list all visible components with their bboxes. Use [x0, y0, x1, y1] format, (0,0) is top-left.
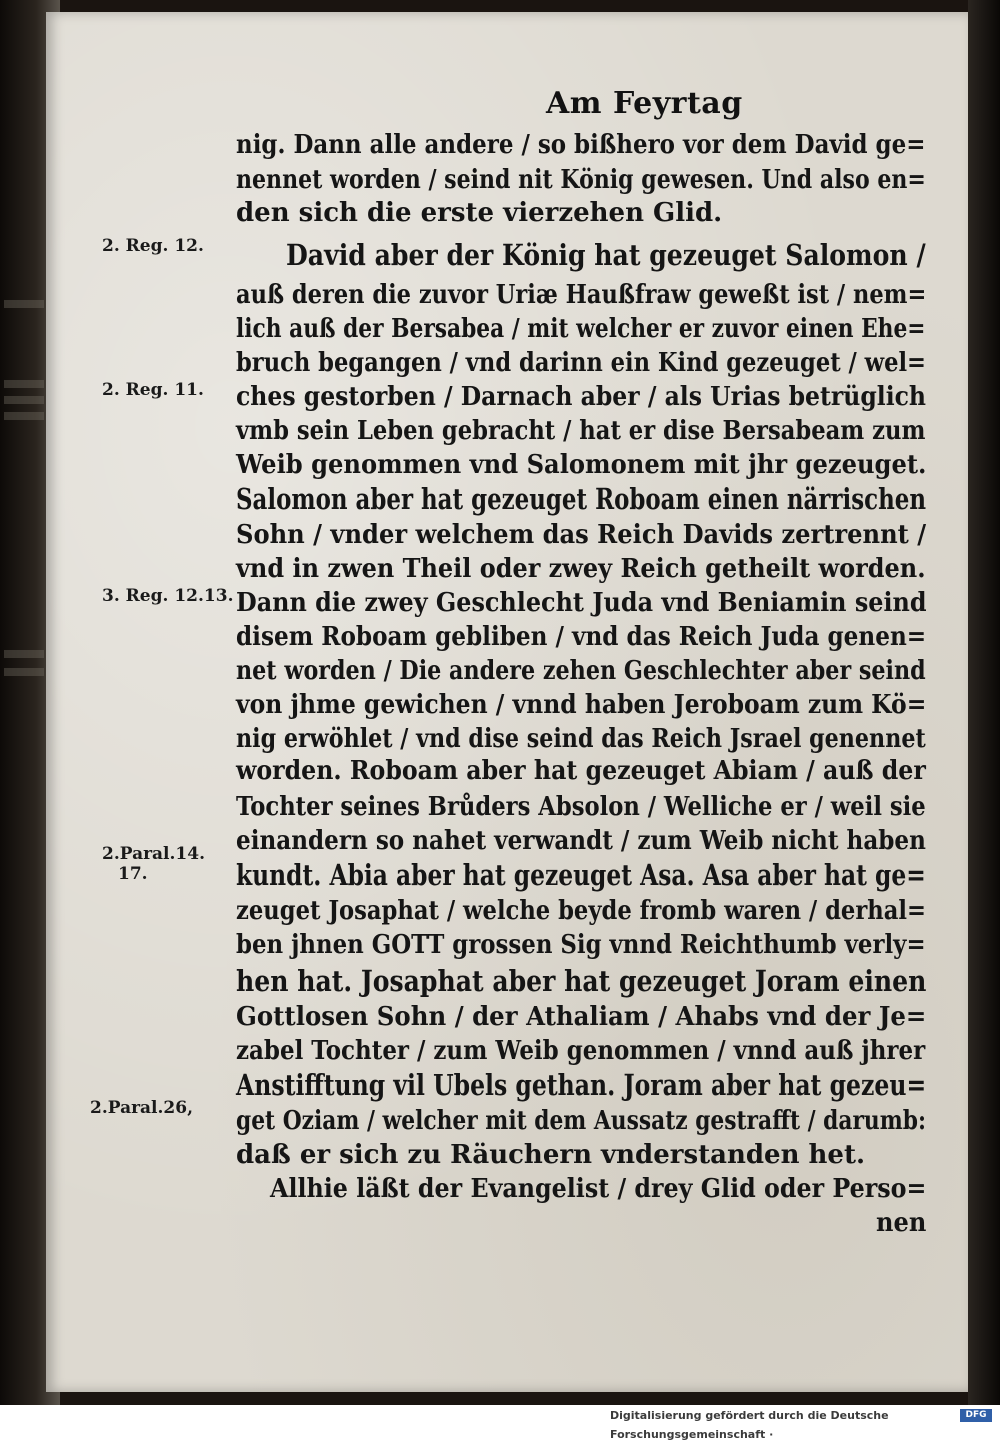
text-line: Tochter seines Brůders Absolon / Welliche er / weil sie [236, 792, 926, 822]
text-line: Salomon aber hat gezeuget Roboam einen närrischen [236, 482, 926, 516]
text-line: auß deren die zuvor Uriæ Haußfraw geweßt ist / nem= [236, 280, 927, 310]
text-line: daß er sich zu Räuchern vnderstanden het. [236, 1140, 866, 1170]
text-line: get Oziam / welcher mit dem Aussatz gestrafft / darumb: [236, 1106, 927, 1136]
dfg-logo: DFG [960, 1409, 992, 1422]
margin-note: 2.Paral.26, [90, 1098, 194, 1118]
margin-note: 3. Reg. 12.13. [102, 586, 234, 606]
text-line: kundt. Abia aber hat gezeuget Asa. Asa aber hat ge= [236, 858, 926, 892]
text-line: Anstifftung vil Ubels gethan. Joram aber hat gezeu= [236, 1068, 927, 1102]
text-line: Gottlosen Sohn / der Athaliam / Ahabs vnd der Je= [236, 1002, 927, 1032]
text-line: net worden / Die andere zehen Geschlechter aber seind [236, 656, 926, 686]
text-line: lich auß der Bersabea / mit welcher er zuvor einen Ehe= [236, 314, 926, 344]
text-line: vmb sein Leben gebracht / hat er dise Bersabeam zum [236, 416, 926, 446]
book-edge-shadow [968, 0, 1000, 1405]
text-line: Allhie läßt der Evangelist / drey Glid oder Perso= [270, 1174, 927, 1204]
text-line: Weib genommen vnd Salomonem mit jhr gezeuget. [236, 450, 927, 480]
running-title: Am Feyrtag [546, 86, 743, 121]
text-line: bruch begangen / vnd darinn ein Kind gezeuget / wel= [236, 348, 926, 378]
text-line: David aber der König hat gezeuget Salomon / [286, 238, 926, 272]
margin-note: 2. Reg. 11. [102, 380, 204, 400]
text-line: nen [876, 1208, 927, 1238]
text-line: vnd in zwen Theil oder zwey Reich getheilt worden. [236, 554, 926, 584]
text-line: nig. Dann alle andere / so bißhero vor dem David ge= [236, 130, 926, 160]
text-line: worden. Roboam aber hat gezeuget Abiam / auß der [236, 756, 926, 786]
text-line: von jhme gewichen / vnnd haben Jeroboam zum Kö= [236, 690, 927, 720]
text-line: zabel Tochter / zum Weib genommen / vnnd auß jhrer [236, 1036, 926, 1066]
text-line: ches gestorben / Darnach aber / als Urias betrüglich [236, 382, 927, 412]
text-line: Sohn / vnder welchem das Reich Davids zertrennt / [236, 520, 927, 550]
book-page [46, 12, 968, 1392]
text-line: disem Roboam gebliben / vnd das Reich Juda genen= [236, 622, 927, 652]
margin-note: 2. Reg. 12. [102, 236, 204, 256]
text-line: zeuget Josaphat / welche beyde fromb waren / derhal= [236, 896, 926, 926]
text-line: ben jhnen GOTT grossen Sig vnnd Reichthumb verly= [236, 930, 926, 960]
text-line: den sich die erste vierzehen Glid. [236, 198, 723, 228]
margin-note: 2.Paral.14. [102, 844, 206, 864]
text-line: nennet worden / seind nit König gewesen. Und also en= [236, 165, 926, 195]
text-line: einandern so nahet verwandt / zum Weib nicht haben [236, 826, 926, 856]
text-line: hen hat. Josaphat aber hat gezeuget Joram einen [236, 964, 927, 998]
text-line: nig erwöhlet / vnd dise seind das Reich Jsrael genennet [236, 724, 926, 754]
text-line: Dann die zwey Geschlecht Juda vnd Beniamin seind [236, 588, 927, 618]
margin-note: 17. [118, 864, 148, 884]
digitization-credit: Digitalisierung gefördert durch die Deutsche Forschungsgemeinschaft · [610, 1409, 889, 1441]
